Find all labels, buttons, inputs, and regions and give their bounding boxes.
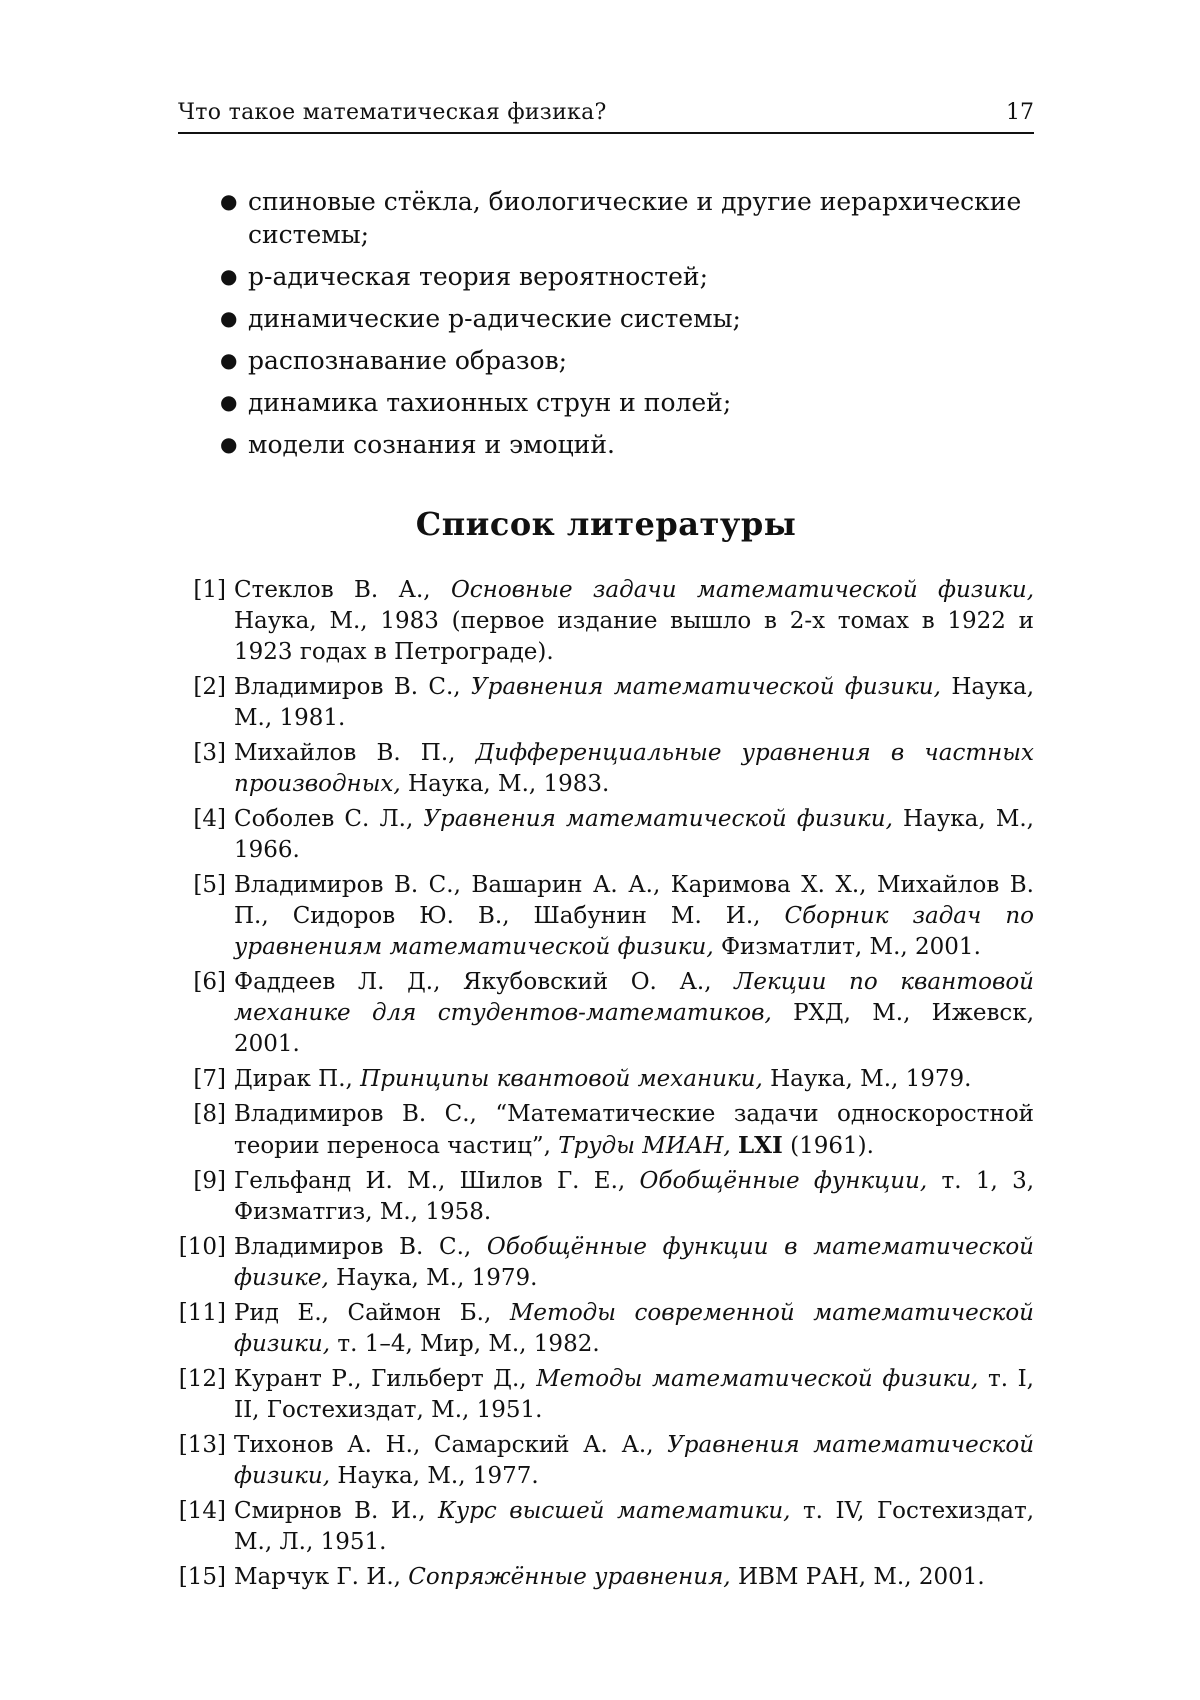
reference-title: Методы современной математической физики, [234, 1300, 1034, 1357]
bullet-text: p-адическая теория вероятностей; [248, 262, 708, 291]
reference-title: Курс высшей математики, [438, 1498, 791, 1524]
bullet-list [220, 185, 1034, 470]
reference-title: Уравнения математической физики, [234, 1432, 1035, 1489]
reference-item [178, 575, 1034, 668]
reference-authors: Смирнов В. И., [234, 1498, 426, 1524]
reference-item [178, 1166, 1034, 1228]
reference-number: [11] [178, 1300, 226, 1326]
reference-number: [3] [193, 740, 226, 766]
reference-number: [5] [193, 872, 226, 898]
reference-item [178, 1562, 1034, 1593]
bullet-item [220, 260, 1034, 293]
reference-item [178, 870, 1034, 963]
reference-number: [4] [193, 806, 226, 832]
reference-title: Труды МИАН, [558, 1133, 731, 1159]
reference-item [178, 1064, 1034, 1095]
reference-authors: Владимиров В. С., Вашарин А. А., Каримова Х. Х., Михайлов В. П., Сидоров Ю. В., Шабунин М. И., [234, 872, 1034, 929]
reference-details: Наука, М., 1983 (первое издание вышло в 2-х томах в 1922 и 1923 годах в Петрограде). [234, 608, 1034, 665]
reference-details: ИВМ РАН, М., 2001. [737, 1564, 985, 1590]
running-header [178, 100, 1034, 134]
reference-authors: Рид Е., Саймон Б., [234, 1300, 492, 1326]
reference-title: Сборник задач по уравнениям математической физики, [234, 903, 1035, 960]
reference-title: Уравнения математической физики, [423, 806, 893, 832]
bullet-item [220, 344, 1034, 377]
reference-details: т. 1–4, Мир, М., 1982. [337, 1331, 600, 1357]
reference-number: [13] [178, 1432, 226, 1458]
reference-number: [14] [178, 1498, 226, 1524]
reference-number: [15] [178, 1564, 226, 1590]
reference-number: [2] [193, 674, 226, 700]
bullet-dot-icon: ● [220, 264, 238, 288]
reference-authors: Гельфанд И. М., Шилов Г. Е., [234, 1168, 626, 1194]
reference-authors: Михайлов В. П., [234, 740, 456, 766]
reference-details: Наука, М., 1966. [234, 806, 1034, 863]
reference-details: (1961). [790, 1133, 874, 1159]
reference-title: Методы математической физики, [536, 1366, 979, 1392]
bullet-text: спиновые стёкла, биологические и другие иерархические системы; [248, 187, 1022, 249]
reference-volume: LXI [738, 1132, 783, 1159]
bullet-item [220, 302, 1034, 335]
reference-number: [6] [193, 969, 226, 995]
header-title: Что такое математическая физика? [178, 100, 607, 125]
bullet-dot-icon: ● [220, 348, 238, 372]
bullet-dot-icon: ● [220, 390, 238, 414]
reference-item [178, 672, 1034, 734]
reference-item [178, 1099, 1034, 1162]
reference-item [178, 1298, 1034, 1360]
reference-item [178, 1496, 1034, 1558]
reference-title: Основные задачи математической физики, [450, 577, 1035, 603]
reference-authors: Соболев С. Л., [234, 806, 414, 832]
bullet-text: модели сознания и эмоций. [248, 430, 615, 459]
reference-title: Обобщённые функции в математической физике, [234, 1234, 1034, 1291]
reference-authors: Владимиров В. С., [234, 1234, 472, 1260]
reference-details: Физматлит, М., 2001. [720, 934, 981, 960]
reference-item [178, 967, 1034, 1060]
reference-number: [8] [193, 1101, 226, 1127]
bullet-item [220, 428, 1034, 461]
reference-item [178, 738, 1034, 800]
bullet-dot-icon: ● [220, 306, 238, 330]
reference-title: Сопряжённые уравнения, [408, 1564, 731, 1590]
reference-details: Наука, М., 1981. [234, 674, 1035, 731]
reference-details: Наука, М., 1979. [770, 1066, 972, 1092]
reference-authors: Владимиров В. С., [234, 674, 461, 700]
bullet-text: динамические p-адические системы; [248, 304, 741, 333]
reference-item [178, 1364, 1034, 1426]
reference-number: [12] [178, 1366, 226, 1392]
reference-details: РХД, М., Ижевск, 2001. [234, 1000, 1035, 1057]
bullet-text: динамика тахионных струн и полей; [248, 388, 732, 417]
bullet-dot-icon: ● [220, 432, 238, 456]
reference-number: [7] [193, 1066, 226, 1092]
reference-details: т. 1, 3, Физматгиз, М., 1958. [234, 1168, 1035, 1225]
reference-authors: Тихонов А. Н., Самарский А. А., [234, 1432, 654, 1458]
reference-details: Наука, М., 1977. [337, 1463, 539, 1489]
reference-authors: Фаддеев Л. Д., Якубовский О. А., [234, 969, 712, 995]
reference-number: [9] [193, 1168, 226, 1194]
section-title: Список литературы [415, 505, 797, 543]
bullet-dot-icon: ● [220, 189, 238, 213]
reference-title: Обобщённые функции, [639, 1168, 928, 1194]
reference-number: [10] [178, 1234, 226, 1260]
reference-authors: Владимиров В. С., “Математические задачи односкоростной теории переноса частиц”, [234, 1101, 1034, 1159]
reference-item [178, 804, 1034, 866]
bullet-item [220, 386, 1034, 419]
reference-title: Принципы квантовой механики, [360, 1066, 763, 1092]
reference-details: Наука, М., 1979. [336, 1265, 538, 1291]
reference-title: Дифференциальные уравнения в частных производных, [234, 740, 1034, 797]
reference-authors: Дирак П., [234, 1066, 353, 1092]
reference-details: т. IV, Гостехиздат, М., Л., 1951. [234, 1498, 1035, 1555]
bullet-text: распознавание образов; [248, 346, 568, 375]
reference-authors: Стеклов В. А., [234, 577, 431, 603]
reference-number: [1] [193, 577, 226, 603]
reference-title: Лекции по квантовой механике для студентов-математиков, [234, 969, 1034, 1026]
reference-details: т. I, II, Гостехиздат, М., 1951. [234, 1366, 1034, 1423]
reference-details: Наука, М., 1983. [408, 771, 610, 797]
reference-authors: Курант Р., Гильберт Д., [234, 1366, 527, 1392]
reference-list [178, 575, 1034, 1597]
reference-item [178, 1430, 1034, 1492]
bullet-item [220, 185, 1034, 251]
reference-authors: Марчук Г. И., [234, 1564, 401, 1590]
reference-title: Уравнения математической физики, [470, 674, 941, 700]
reference-item [178, 1232, 1034, 1294]
page-number: 17 [1006, 100, 1034, 125]
